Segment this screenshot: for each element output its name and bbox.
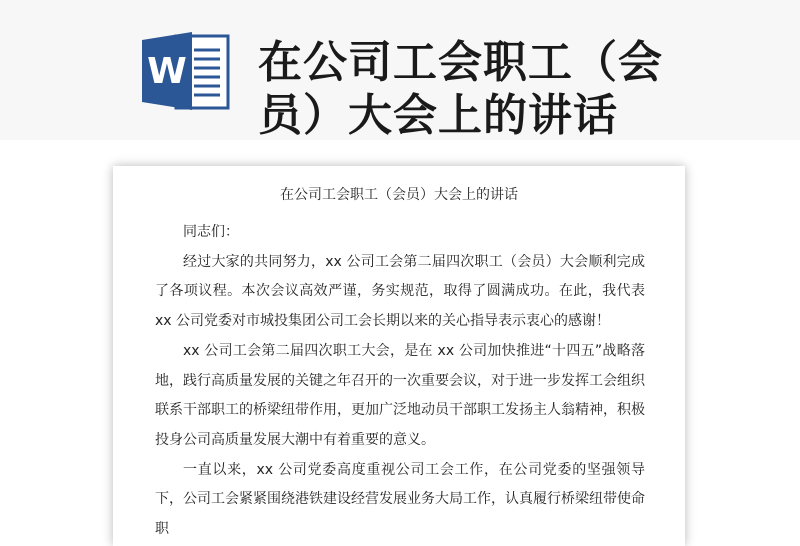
paragraph: xx 公司工会第二届四次职工大会，是在 xx 公司加快推进“十四五”战略落地，践行高质量发展的关键之年召开的一次重要会议，对于进一步发挥工会组织联系干部职工的桥梁纽带作用，更加广泛地动员干部职工发扬主人翁精神，积极投身公司高质量发展大潮中有着重要的意义。 [155,342,645,448]
salutation: 同志们： [183,224,239,240]
document-title: 在公司工会职工（会员）大会上的讲话 [280,187,518,203]
word-document-icon [138,28,238,114]
banner-title: 在公司工会职工（会员）大会上的讲话 [258,37,663,141]
word-icon-letter: W [147,51,187,92]
paragraph: 经过大家的共同努力，xx 公司工会第二届四次职工（会员）大会顺利完成了各项议程。本次会议高效严谨，务实规范，取得了圆满成功。在此，我代表 xx 公司党委对市城投集团公司工会长期以来的关心指导表示衷心的感谢！ [155,253,645,330]
paragraph: 一直以来，xx 公司党委高度重视公司工会工作，在公司党委的坚强领导下，公司工会紧紧围绕港铁建设经营发展业务大局工作，认真履行桥梁纽带使命职 [155,461,645,538]
document-page [113,166,685,546]
header-banner [0,0,800,140]
document-body [155,218,645,545]
